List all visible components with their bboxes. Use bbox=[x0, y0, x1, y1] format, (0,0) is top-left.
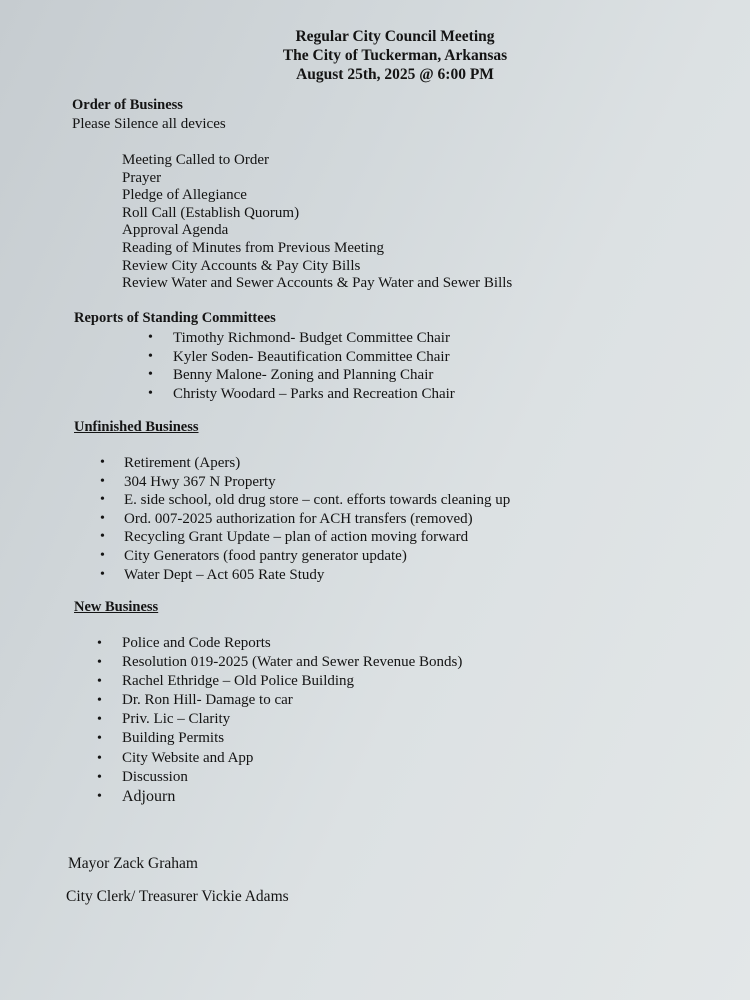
list-item: Roll Call (Establish Quorum) bbox=[122, 204, 300, 221]
unfinished-business-heading: Unfinished Business bbox=[74, 419, 199, 435]
list-item: • Discussion bbox=[122, 768, 462, 787]
new-business-heading: New Business bbox=[74, 599, 159, 615]
city-name: The City of Tuckerman, Arkansas bbox=[282, 47, 508, 64]
order-of-business-list bbox=[122, 152, 512, 293]
list-item: • Timothy Richmond- Budget Committee Chair bbox=[173, 329, 455, 348]
list-item: • 304 Hwy 367 N Property bbox=[124, 473, 510, 492]
list-item: • Benny Malone- Zoning and Planning Chair bbox=[173, 366, 455, 385]
list-item: Approval Agenda bbox=[122, 222, 229, 239]
list-item: • Recycling Grant Update – plan of action moving forward bbox=[124, 528, 510, 547]
unfinished-business-list bbox=[124, 454, 510, 584]
list-item: • Building Permits bbox=[122, 729, 462, 748]
list-item: Prayer bbox=[122, 169, 162, 186]
list-item: • E. side school, old drug store – cont. efforts towards cleaning up bbox=[124, 491, 510, 510]
list-item: • Ord. 007-2025 authorization for ACH transfers (removed) bbox=[124, 510, 510, 529]
list-item: • Dr. Ron Hill- Damage to car bbox=[122, 691, 462, 710]
list-item: • City Generators (food pantry generator update) bbox=[124, 547, 510, 566]
standing-committees-list bbox=[173, 329, 455, 404]
list-item: • Priv. Lic – Clarity bbox=[122, 710, 462, 729]
list-item: • Water Dept – Act 605 Rate Study bbox=[124, 566, 510, 585]
document-header bbox=[240, 27, 550, 84]
list-item: • Retirement (Apers) bbox=[124, 454, 510, 473]
list-item: • Kyler Soden- Beautification Committee Chair bbox=[173, 348, 455, 367]
list-item: • Police and Code Reports bbox=[122, 634, 462, 653]
meeting-date-time: August 25th, 2025 @ 6:00 PM bbox=[296, 66, 494, 83]
silence-devices-note: Please Silence all devices bbox=[72, 116, 226, 132]
mayor-name: Mayor Zack Graham bbox=[68, 855, 198, 872]
list-item: • City Website and App bbox=[122, 749, 462, 768]
list-item: Review City Accounts & Pay City Bills bbox=[122, 257, 361, 274]
meeting-title: Regular City Council Meeting bbox=[295, 28, 495, 45]
new-business-list bbox=[122, 634, 462, 806]
list-item: Meeting Called to Order bbox=[122, 152, 270, 168]
list-item: Pledge of Allegiance bbox=[122, 187, 247, 204]
city-clerk-name: City Clerk/ Treasurer Vickie Adams bbox=[66, 888, 289, 905]
list-item: Review Water and Sewer Accounts & Pay Water and Sewer Bills bbox=[122, 275, 513, 292]
list-item: Reading of Minutes from Previous Meeting bbox=[122, 239, 385, 256]
list-item: • Christy Woodard – Parks and Recreation Chair bbox=[173, 385, 455, 404]
standing-committees-heading: Reports of Standing Committees bbox=[74, 310, 276, 326]
list-item: • Rachel Ethridge – Old Police Building bbox=[122, 672, 462, 691]
list-item: • Adjourn bbox=[122, 787, 462, 806]
order-of-business-heading: Order of Business bbox=[72, 97, 183, 113]
list-item: • Resolution 019-2025 (Water and Sewer Revenue Bonds) bbox=[122, 653, 462, 672]
